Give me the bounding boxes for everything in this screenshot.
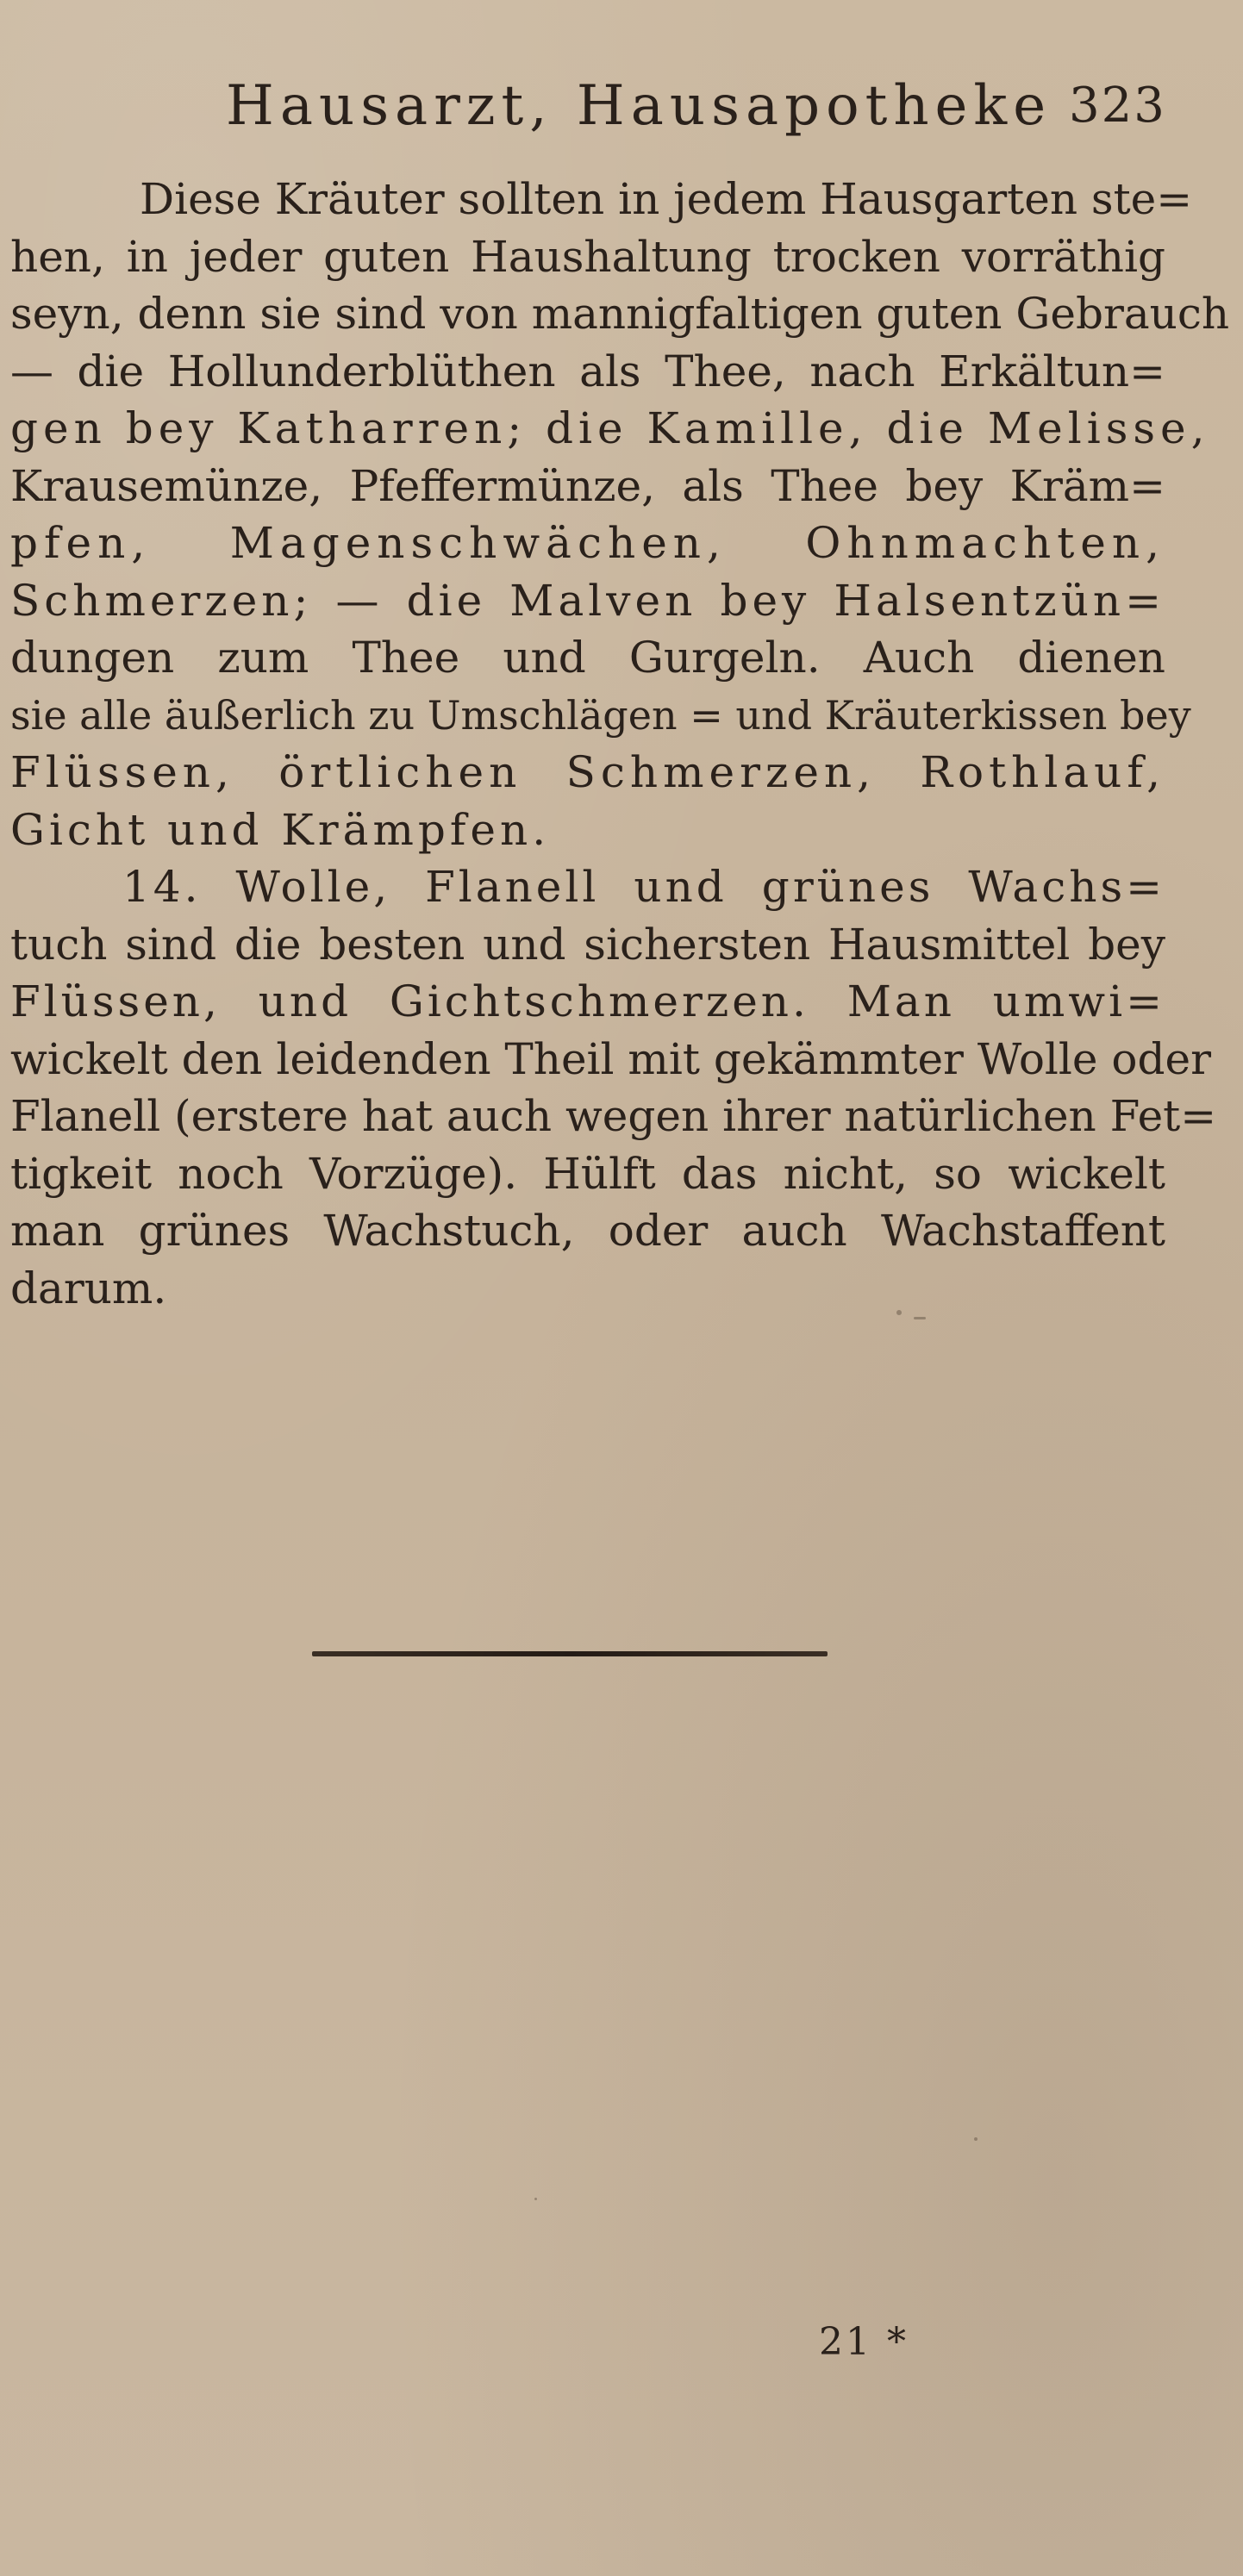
text-line: man grünes Wachstuch, oder auch Wachstaffent [10,1206,1165,1256]
text-line: Diese Kräuter sollten in jedem Hausgarten ste= [140,174,1193,224]
text-line: tuch sind die besten und sichersten Hausmittel bey [10,919,1165,970]
text-line: Flüssen, örtlichen Schmerzen, Rothlauf, [10,747,1165,797]
page-number: 323 [1069,78,1166,134]
running-head: Hausarzt, Hausapotheke [226,74,1052,138]
text-line: Gicht und Krämpfen. [10,804,551,855]
text-line: 14. Wolle, Flanell und grünes Wachs= [122,862,1165,912]
text-line: pfen, Magenschwächen, Ohnmachten, [10,518,1165,568]
text-line: dungen zum Thee und Gurgeln. Auch dienen [10,633,1165,683]
text-line: sie alle äußerlich zu Umschlägen = und Kräuterkissen bey [10,691,1191,739]
paper-speck [974,2137,978,2141]
text-line: wickelt den leidenden Theil mit gekämmter Wolle oder [10,1033,1211,1084]
paper-speck [896,1310,902,1315]
text-line: tigkeit noch Vorzüge). Hülft das nicht, so wickelt [10,1148,1165,1199]
text-line: Flanell (erstere hat auch wegen ihrer natürlichen Fet= [10,1091,1217,1141]
paper-speck [914,1317,926,1319]
text-line: seyn, denn sie sind von mannigfaltigen guten Gebrauch [10,289,1230,339]
body-text [10,171,1230,1317]
text-line: Krausemünze, Pfeffermünze, als Thee bey Kräm= [10,460,1165,511]
text-line: — die Hollunderblüthen als Thee, nach Erkältun= [10,346,1165,396]
page-header [0,67,1243,145]
section-divider [312,1651,828,1656]
text-line: Flüssen, und Gichtschmerzen. Man umwi= [10,976,1165,1026]
text-line: gen bey Katharren; die Kamille, die Melisse, [10,403,1210,453]
text-line: Schmerzen; — die Malven bey Halsentzün= [10,575,1165,626]
text-line: hen, in jeder guten Haushaltung trocken vorräthig [10,231,1165,282]
paper-speck [534,2198,537,2200]
signature-mark: 21 * [819,2320,909,2364]
text-line: darum. [10,1263,167,1313]
